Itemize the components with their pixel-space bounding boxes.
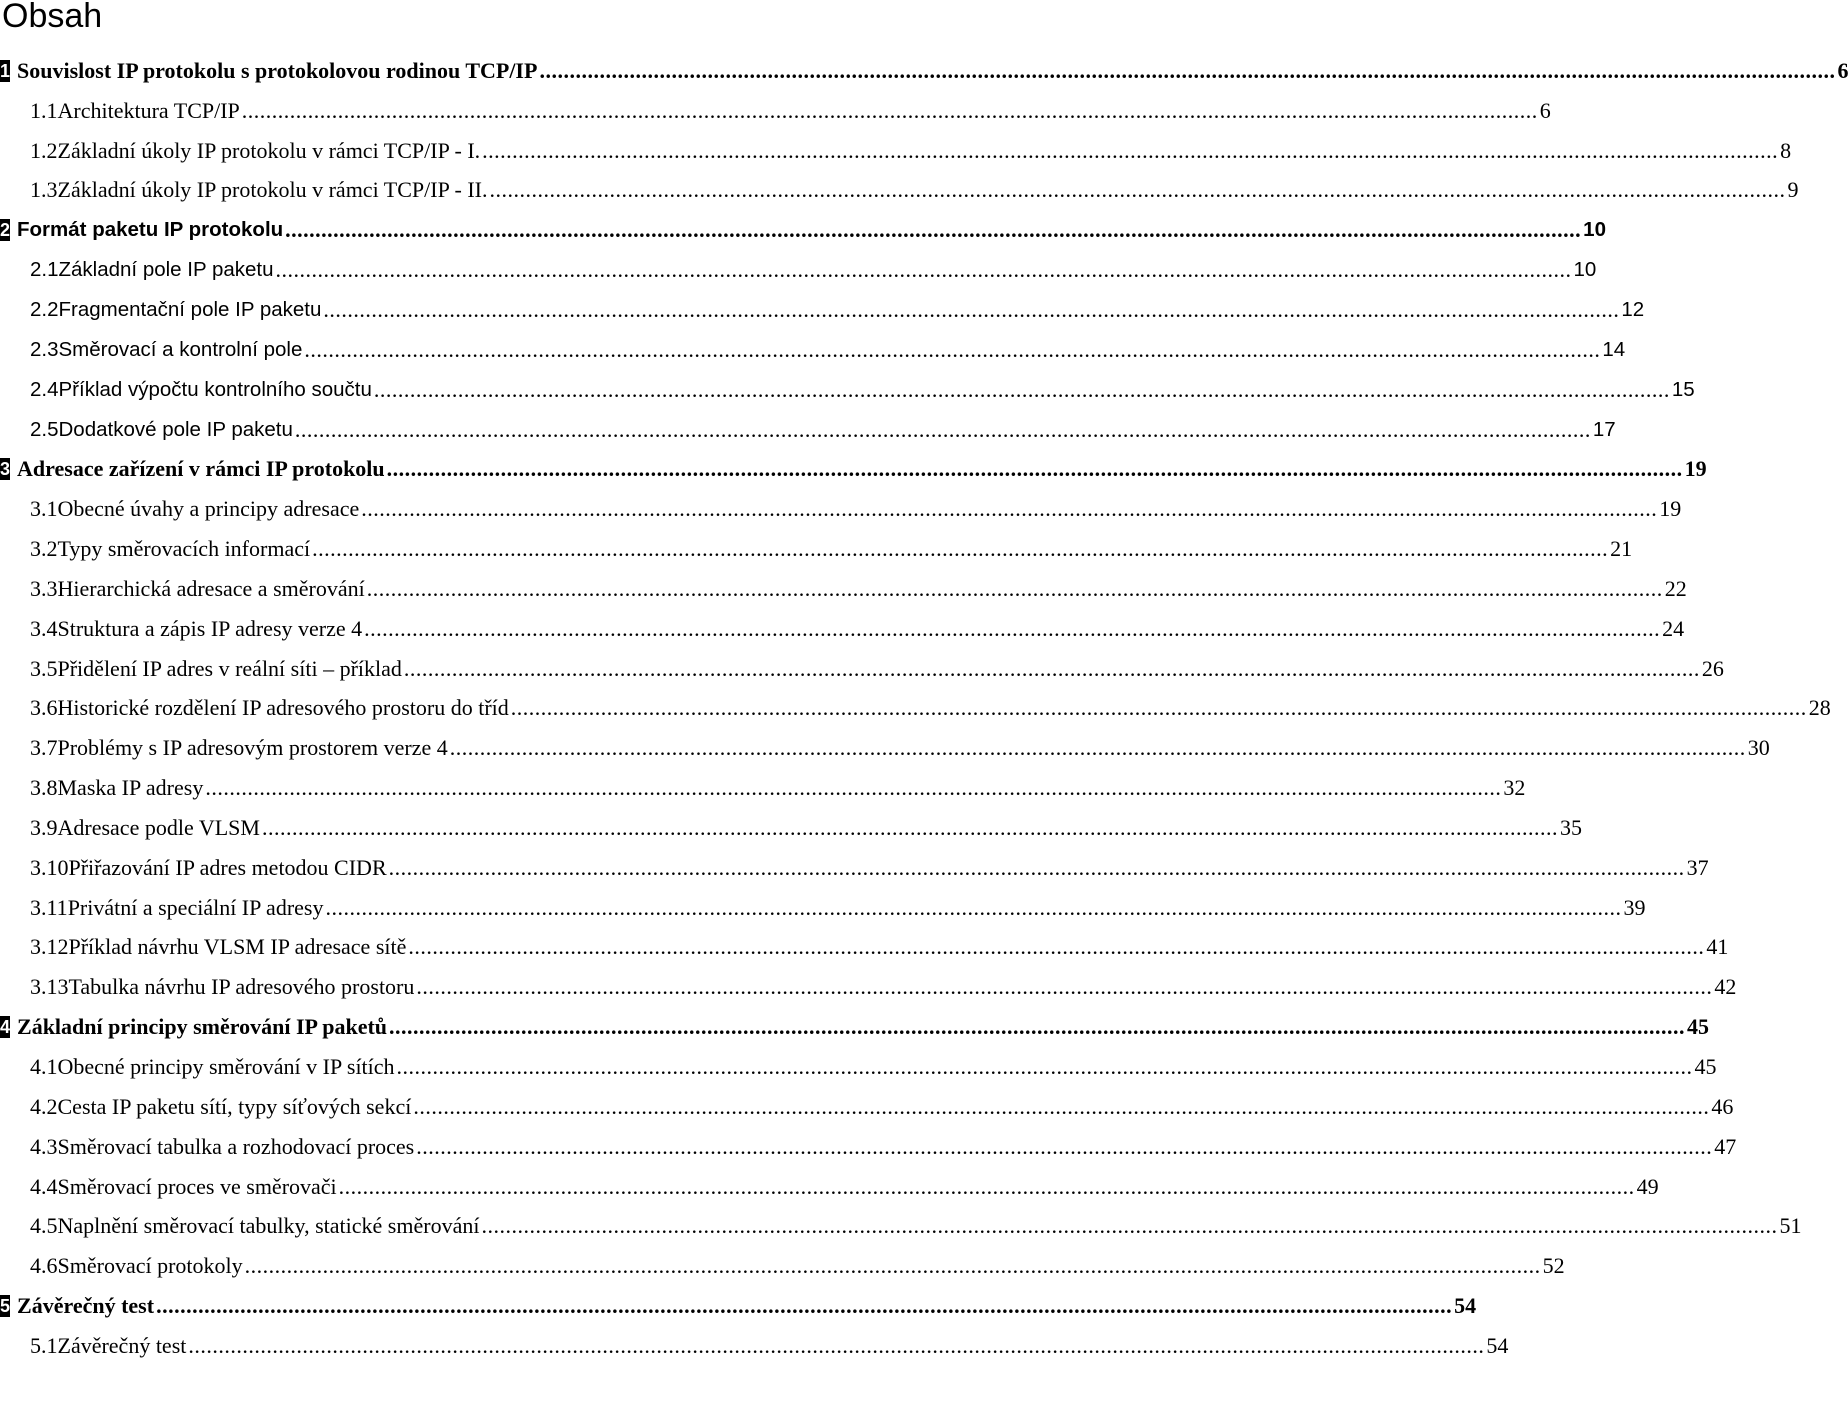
section-number: 3.4 <box>30 615 58 641</box>
page-number: 49 <box>1636 1173 1659 1199</box>
section-number: 3.3 <box>30 575 58 601</box>
section-title: Maska IP adresy <box>57 775 204 801</box>
dot-leader <box>245 1254 1541 1278</box>
toc-section-entry[interactable] <box>0 1326 1509 1366</box>
toc-section-entry[interactable] <box>0 330 1626 370</box>
section-title: Cesta IP paketu sítí, typy síťových sekcí <box>57 1093 412 1119</box>
section-title: Architektura TCP/IP <box>57 97 240 123</box>
toc-section-entry[interactable] <box>0 848 1709 888</box>
section-title: Příklad výpočtu kontrolního součtu <box>58 377 372 401</box>
dot-leader <box>387 457 1683 481</box>
dot-leader <box>242 99 1538 123</box>
page-number: 28 <box>1808 695 1831 721</box>
toc-section-entry[interactable] <box>0 1206 1802 1246</box>
page-number: 45 <box>1694 1054 1717 1080</box>
dot-leader <box>276 258 1572 282</box>
section-title: Obecné úvahy a principy adresace <box>57 496 360 522</box>
section-number: 3.11 <box>30 894 68 920</box>
section-number: 4.4 <box>30 1173 58 1199</box>
toc-chapter-entry[interactable] <box>0 51 1848 91</box>
section-title: Přidělení IP adres v reální síti – příklad <box>57 655 402 681</box>
page-number: 19 <box>1659 496 1682 522</box>
toc-section-entry[interactable] <box>0 1167 1659 1207</box>
section-number: 1.1 <box>30 97 58 123</box>
dot-leader <box>323 298 1619 322</box>
section-title: Závěrečný test <box>57 1332 187 1358</box>
toc-section-entry[interactable] <box>0 1127 1737 1167</box>
section-number: 1.3 <box>30 177 58 203</box>
section-number: 3.2 <box>30 536 58 562</box>
page-number: 15 <box>1671 377 1695 401</box>
dot-leader <box>339 1175 1635 1199</box>
page-number: 22 <box>1664 575 1687 601</box>
section-title: Přiřazování IP adres metodou CIDR <box>68 854 387 880</box>
dot-leader <box>389 856 1685 880</box>
page-number: 21 <box>1610 536 1633 562</box>
dot-leader <box>404 657 1700 681</box>
section-title: Fragmentační pole IP paketu <box>58 297 322 321</box>
section-title: Hierarchická adresace a směrování <box>57 575 365 601</box>
toc-section-entry[interactable] <box>0 808 1582 848</box>
dot-leader <box>361 497 1657 521</box>
page-number: 52 <box>1542 1253 1565 1279</box>
toc-section-entry[interactable] <box>0 131 1792 171</box>
dot-leader <box>367 577 1663 601</box>
chapter-number-badge: 5 <box>0 1296 11 1317</box>
section-number: 3.12 <box>30 934 69 960</box>
section-number: 4.2 <box>30 1093 58 1119</box>
toc-section-entry[interactable] <box>0 290 1645 330</box>
page-number: 17 <box>1592 417 1616 441</box>
toc-section-entry[interactable] <box>0 728 1770 768</box>
section-number: 4.6 <box>30 1253 58 1279</box>
dot-leader <box>408 935 1704 959</box>
section-title: Směrovací a kontrolní pole <box>58 337 303 361</box>
section-number: 2.1 <box>30 258 59 282</box>
dot-leader <box>156 1294 1452 1318</box>
section-title: Problémy s IP adresovým prostorem verze 4 <box>57 735 448 761</box>
section-number: 3.7 <box>30 735 58 761</box>
toc-chapter-entry[interactable] <box>0 1286 1477 1326</box>
section-title: Základní pole IP paketu <box>58 258 274 282</box>
dot-leader <box>413 1095 1709 1119</box>
toc-section-entry[interactable] <box>0 91 1551 131</box>
page-number: 54 <box>1454 1293 1477 1319</box>
dot-leader <box>397 1055 1693 1079</box>
dot-leader <box>188 1334 1484 1358</box>
page-number: 26 <box>1701 655 1724 681</box>
toc-section-entry[interactable] <box>0 689 1831 729</box>
page-number: 42 <box>1714 974 1737 1000</box>
chapter-title: Základní principy směrování IP paketů <box>17 1014 388 1040</box>
page-number: 35 <box>1559 814 1582 840</box>
dot-leader <box>489 178 1785 202</box>
section-number: 3.5 <box>30 655 58 681</box>
section-number: 4.1 <box>30 1054 58 1080</box>
dot-leader <box>511 696 1807 720</box>
page-number: 14 <box>1602 337 1626 361</box>
page-number: 19 <box>1684 456 1707 482</box>
section-number: 2.5 <box>30 417 59 441</box>
page-number: 45 <box>1687 1014 1710 1040</box>
section-title: Směrovací tabulka a rozhodovací proces <box>57 1133 415 1159</box>
section-title: Základní úkoly IP protokolu v rámci TCP/IP - II. <box>57 177 488 203</box>
toc-section-entry[interactable] <box>0 928 1729 968</box>
toc-section-entry[interactable] <box>0 410 1616 450</box>
page-number: 12 <box>1621 297 1645 321</box>
toc-section-entry[interactable] <box>0 768 1526 808</box>
section-number: 2.3 <box>30 337 59 361</box>
section-number: 3.10 <box>30 854 69 880</box>
dot-leader <box>450 736 1746 760</box>
section-title: Historické rozdělení IP adresového prostoru do tříd <box>57 695 509 721</box>
page-number: 41 <box>1706 934 1729 960</box>
dot-leader <box>312 537 1608 561</box>
dot-leader <box>389 1015 1685 1039</box>
toc-section-entry[interactable] <box>0 1246 1565 1286</box>
page-number: 46 <box>1711 1093 1734 1119</box>
dot-leader <box>416 1135 1712 1159</box>
toc-chapter-entry[interactable] <box>0 210 1606 250</box>
chapter-title: Souvislost IP protokolu s protokolovou rodinou TCP/IP <box>17 57 538 83</box>
page-number: 47 <box>1714 1133 1737 1159</box>
section-number: 5.1 <box>30 1332 58 1358</box>
dot-leader <box>482 139 1778 163</box>
page-number: 9 <box>1787 177 1799 203</box>
chapter-title: Závěrečný test <box>17 1293 155 1319</box>
toc-section-entry[interactable] <box>0 529 1633 569</box>
section-title: Naplnění směrovací tabulky, statické směrování <box>57 1213 480 1239</box>
page-number: 39 <box>1623 894 1646 920</box>
dot-leader <box>374 378 1670 402</box>
chapter-title: Adresace zařízení v rámci IP protokolu <box>17 456 385 482</box>
page-number: 51 <box>1779 1213 1802 1239</box>
toc-chapter-entry[interactable] <box>0 449 1707 489</box>
section-number: 3.1 <box>30 496 58 522</box>
toc-section-entry[interactable] <box>0 370 1695 410</box>
section-number: 3.9 <box>30 814 58 840</box>
page-title: Obsah <box>2 0 103 35</box>
dot-leader <box>304 338 1600 362</box>
section-number: 3.13 <box>30 974 69 1000</box>
toc-section-entry[interactable] <box>0 489 1682 529</box>
section-title: Směrovací protokoly <box>57 1253 243 1279</box>
section-title: Směrovací proces ve směrovači <box>57 1173 337 1199</box>
section-number: 4.5 <box>30 1213 58 1239</box>
section-title: Základní úkoly IP protokolu v rámci TCP/IP - I. <box>57 137 481 163</box>
section-number: 3.6 <box>30 695 58 721</box>
toc-section-entry[interactable] <box>0 649 1724 689</box>
dot-leader <box>325 896 1621 920</box>
section-title: Adresace podle VLSM <box>57 814 260 840</box>
dot-leader <box>416 975 1712 999</box>
page-number: 30 <box>1747 735 1770 761</box>
section-number: 4.3 <box>30 1133 58 1159</box>
toc-section-entry[interactable] <box>0 569 1687 609</box>
dot-leader <box>205 776 1501 800</box>
toc-section-entry[interactable] <box>0 609 1685 649</box>
page-number: 8 <box>1780 137 1792 163</box>
toc-section-entry[interactable] <box>0 888 1646 928</box>
chapter-number-badge: 4 <box>0 1017 11 1038</box>
toc-section-entry[interactable] <box>0 250 1597 290</box>
toc-section-entry[interactable] <box>0 1047 1717 1087</box>
dot-leader <box>285 218 1581 242</box>
toc-section-entry[interactable] <box>0 1087 1734 1127</box>
section-number: 2.2 <box>30 297 59 321</box>
section-number: 2.4 <box>30 377 59 401</box>
page-number: 37 <box>1686 854 1709 880</box>
section-title: Obecné principy směrování v IP sítích <box>57 1054 395 1080</box>
chapter-number-badge: 1 <box>0 60 11 81</box>
page-number: 54 <box>1486 1332 1509 1358</box>
dot-leader <box>262 816 1558 840</box>
page-number: 32 <box>1503 775 1526 801</box>
section-title: Privátní a speciální IP adresy <box>67 894 324 920</box>
section-number: 1.2 <box>30 137 58 163</box>
page-number: 6 <box>1837 57 1848 83</box>
page-number: 10 <box>1583 218 1606 242</box>
section-number: 3.8 <box>30 775 58 801</box>
dot-leader <box>539 59 1835 83</box>
section-title: Tabulka návrhu IP adresového prostoru <box>68 974 415 1000</box>
dot-leader <box>364 617 1660 641</box>
page-number: 6 <box>1539 97 1551 123</box>
chapter-number-badge: 2 <box>0 220 11 241</box>
toc-chapter-entry[interactable] <box>0 1007 1710 1047</box>
section-title: Dodatkové pole IP paketu <box>58 417 293 441</box>
toc-section-entry[interactable] <box>0 171 1799 211</box>
section-title: Příklad návrhu VLSM IP adresace sítě <box>68 934 407 960</box>
dot-leader <box>481 1214 1777 1238</box>
dot-leader <box>295 418 1591 442</box>
chapter-title: Formát paketu IP protokolu <box>17 218 284 242</box>
table-of-contents <box>0 51 1848 1366</box>
section-title: Typy směrovacích informací <box>57 536 311 562</box>
toc-section-entry[interactable] <box>0 967 1737 1007</box>
chapter-number-badge: 3 <box>0 459 11 480</box>
section-title: Struktura a zápis IP adresy verze 4 <box>57 615 363 641</box>
page-number: 24 <box>1662 615 1685 641</box>
page-number: 10 <box>1573 258 1597 282</box>
